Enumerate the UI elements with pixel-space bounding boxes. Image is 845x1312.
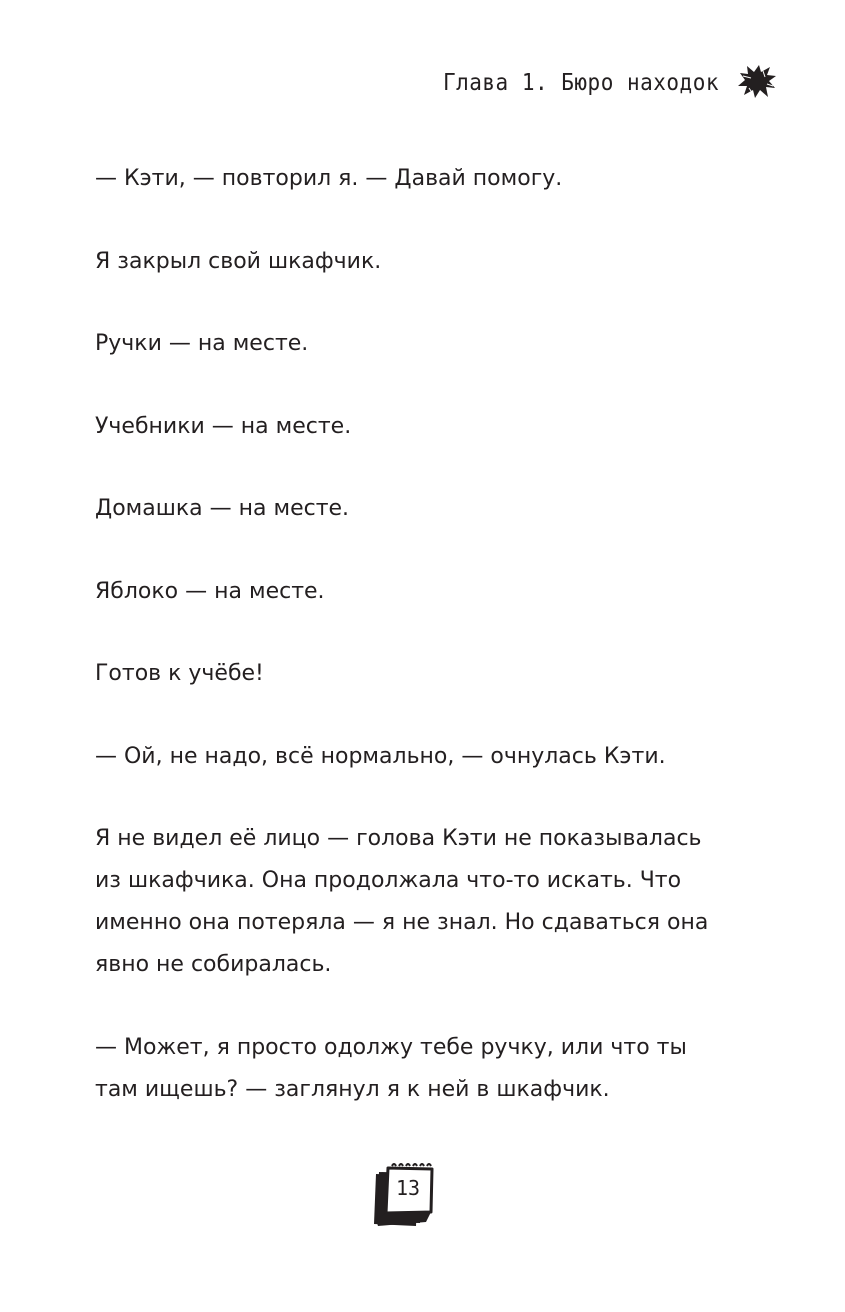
paragraph-2: Я закрыл свой шкафчик. bbox=[95, 248, 382, 274]
star-blot-icon bbox=[737, 64, 777, 100]
paragraph-7: Готов к учёбе! bbox=[95, 661, 264, 686]
page-folio bbox=[370, 1160, 438, 1232]
running-header bbox=[443, 62, 777, 102]
paragraph-4: Учебники — на месте. bbox=[95, 413, 352, 439]
page-number: 13 bbox=[395, 1176, 421, 1200]
chapter-title: Глава 1. Бюро находок bbox=[442, 68, 719, 96]
paragraph-6: Яблоко — на месте. bbox=[95, 578, 325, 604]
paragraph-8: — Ой, не надо, всё нормально, — очнулась Кэти. bbox=[95, 743, 666, 769]
paragraph-1: — Кэти, — повторил я. — Давай помогу. bbox=[95, 166, 563, 191]
page-body bbox=[95, 158, 755, 1152]
paragraph-3: Ручки — на месте. bbox=[95, 331, 309, 356]
paragraph-5: Домашка — на месте. bbox=[95, 496, 350, 521]
paragraph-10: — Может, я просто одолжу тебе ручку, или что ты там ищешь? — заглянул я к ней в шкафчик. bbox=[95, 1035, 687, 1102]
paragraph-9: Я не видел её лицо — голова Кэти не показывалась из шкафчика. Она продолжала что-то искать. Что именно она потеряла — я не знал. Но сдаваться она явно не собиралась. bbox=[95, 826, 709, 977]
